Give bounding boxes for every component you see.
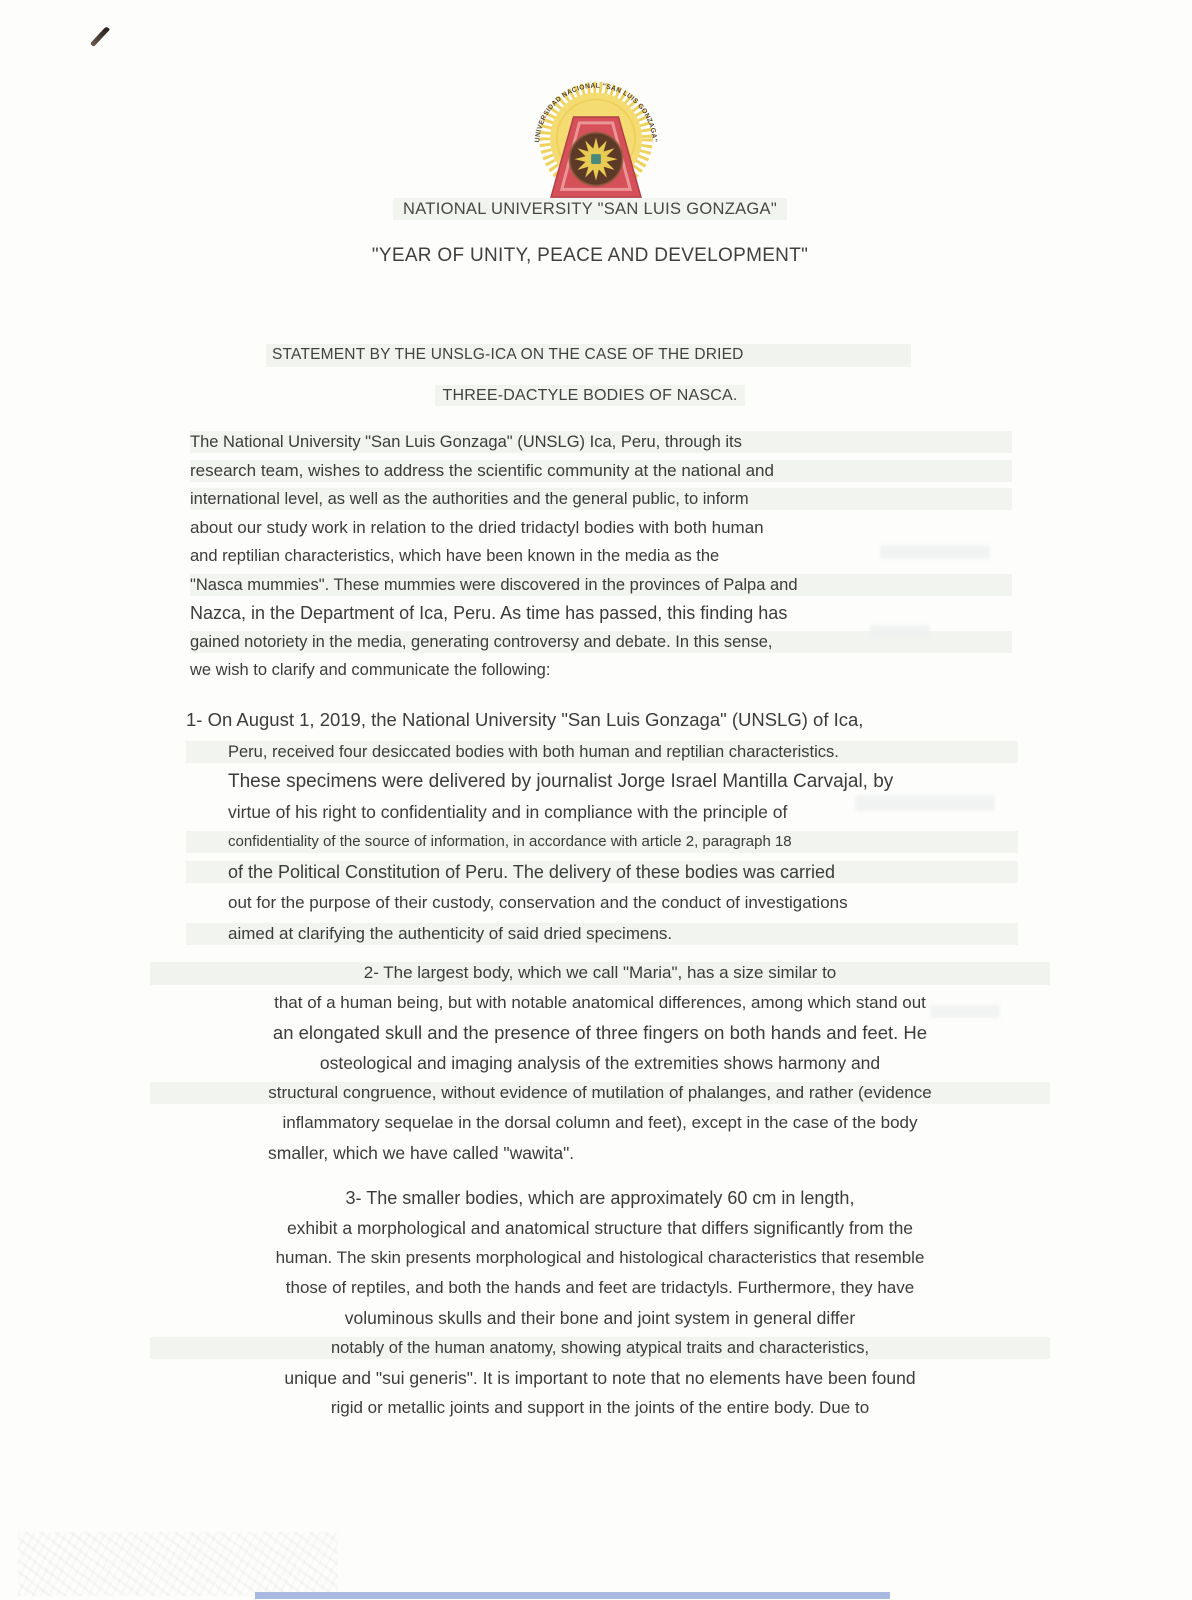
item2-line: 2- The largest body, which we call "Maria", has a size similar to (150, 958, 1050, 988)
item1-line: confidentiality of the source of information, in accordance with article 2, paragraph 18 (186, 827, 1018, 857)
university-logo (516, 74, 676, 206)
scan-artifact-strip (255, 1592, 890, 1599)
item3-line: unique and "sui generis". It is important to note that no elements have been found (284, 1368, 916, 1388)
item1-line: Peru, received four desiccated bodies with both human and reptilian characteristics. (186, 737, 1018, 767)
statement-title-line2-text: THREE-DACTYLE BODIES OF NASCA. (435, 385, 746, 406)
year-motto-heading (0, 245, 1180, 267)
item3-line: 3- The smaller bodies, which are approximately 60 cm in length, (345, 1188, 855, 1208)
emblem-center-square (591, 154, 601, 164)
item2-line: an elongated skull and the presence of three fingers on both hands and feet. He (272, 1022, 928, 1043)
scan-ghost-artifact (930, 1005, 1000, 1018)
intro-line: Nazca, in the Department of Ica, Peru. As time has passed, this finding has (190, 603, 788, 623)
item2-line: osteological and imaging analysis of the extremities shows harmony and (319, 1053, 881, 1073)
item1-line: of the Political Constitution of Peru. The delivery of these bodies was carried (186, 857, 1018, 887)
item2-line: that of a human being, but with notable anatomical differences, among which stand out (274, 993, 926, 1012)
statement-title-line2 (290, 383, 890, 409)
scan-ghost-artifact (880, 545, 990, 559)
pen-mark-artifact (90, 26, 110, 47)
item3-line: notably of the human anatomy, showing atypical traits and characteristics, (150, 1333, 1050, 1363)
year-motto-text: "YEAR OF UNITY, PEACE AND DEVELOPMENT" (371, 245, 809, 266)
item1-line: 1- On August 1, 2019, the National University "San Luis Gonzaga" (UNSLG) of Ica, (186, 709, 864, 730)
item1-line: aimed at clarifying the authenticity of said dried specimens. (186, 919, 1018, 949)
logo-arc-text: UNIVERSIDAD NACIONAL "SAN LUIS GONZAGA" (534, 82, 658, 143)
item3-line: human. The skin presents morphological and histological characteristics that resemble (275, 1248, 925, 1267)
item3-line: voluminous skulls and their bone and joint system in general differ (344, 1308, 856, 1328)
item1-line: These specimens were delivered by journalist Jorge Israel Mantilla Carvajal, by (228, 771, 894, 792)
intro-line: The National University "San Luis Gonzaga" (UNSLG) Ica, Peru, through its (190, 428, 1012, 457)
intro-line: we wish to clarify and communicate the following: (190, 661, 551, 679)
item2-line: smaller, which we have called "wawita". (268, 1143, 575, 1163)
university-name-heading (0, 200, 1180, 219)
item1-line: virtue of his right to confidentiality and in compliance with the principle of (228, 802, 788, 822)
item2-line: structural congruence, without evidence of mutilation of phalanges, and rather (evidence (150, 1078, 1050, 1108)
statement-item-1 (186, 703, 1018, 949)
item3-line: exhibit a morphological and anatomical structure that differs significantly from the (286, 1218, 914, 1238)
item3-line: those of reptiles, and both the hands and feet are tridactyls. Furthermore, they have (285, 1278, 915, 1297)
item3-line: rigid or metallic joints and support in the joints of the entire body. Due to (330, 1398, 870, 1417)
university-crest-icon (516, 74, 676, 206)
scan-ghost-artifact (870, 625, 930, 638)
intro-line: "Nasca mummies". These mummies were discovered in the provinces of Palpa and (190, 571, 1012, 600)
scan-ghost-artifact (855, 795, 995, 811)
university-name-text: NATIONAL UNIVERSITY "SAN LUIS GONZAGA" (393, 198, 787, 220)
intro-line: and reptilian characteristics, which have been known in the media as the (190, 547, 720, 565)
item1-line: out for the purpose of their custody, conservation and the conduct of investigations (228, 893, 848, 912)
intro-line: about our study work in relation to the dried tridactyl bodies with both human (190, 517, 764, 537)
intro-line: research team, wishes to address the scientific community at the national and (190, 457, 1012, 486)
statement-item-3 (150, 1183, 1050, 1423)
scan-noise-artifact (18, 1532, 338, 1596)
item2-line: inflammatory sequelae in the dorsal column and feet), except in the case of the body (282, 1113, 918, 1132)
intro-line: international level, as well as the authorities and the general public, to inform (190, 485, 1012, 514)
statement-title-line1-text: STATEMENT BY THE UNSLG-ICA ON THE CASE OF THE DRIED (272, 346, 744, 363)
intro-line: gained notoriety in the media, generating controversy and debate. In this sense, (190, 628, 1012, 657)
statement-item-2 (150, 958, 1050, 1168)
statement-title-line1 (266, 342, 911, 368)
